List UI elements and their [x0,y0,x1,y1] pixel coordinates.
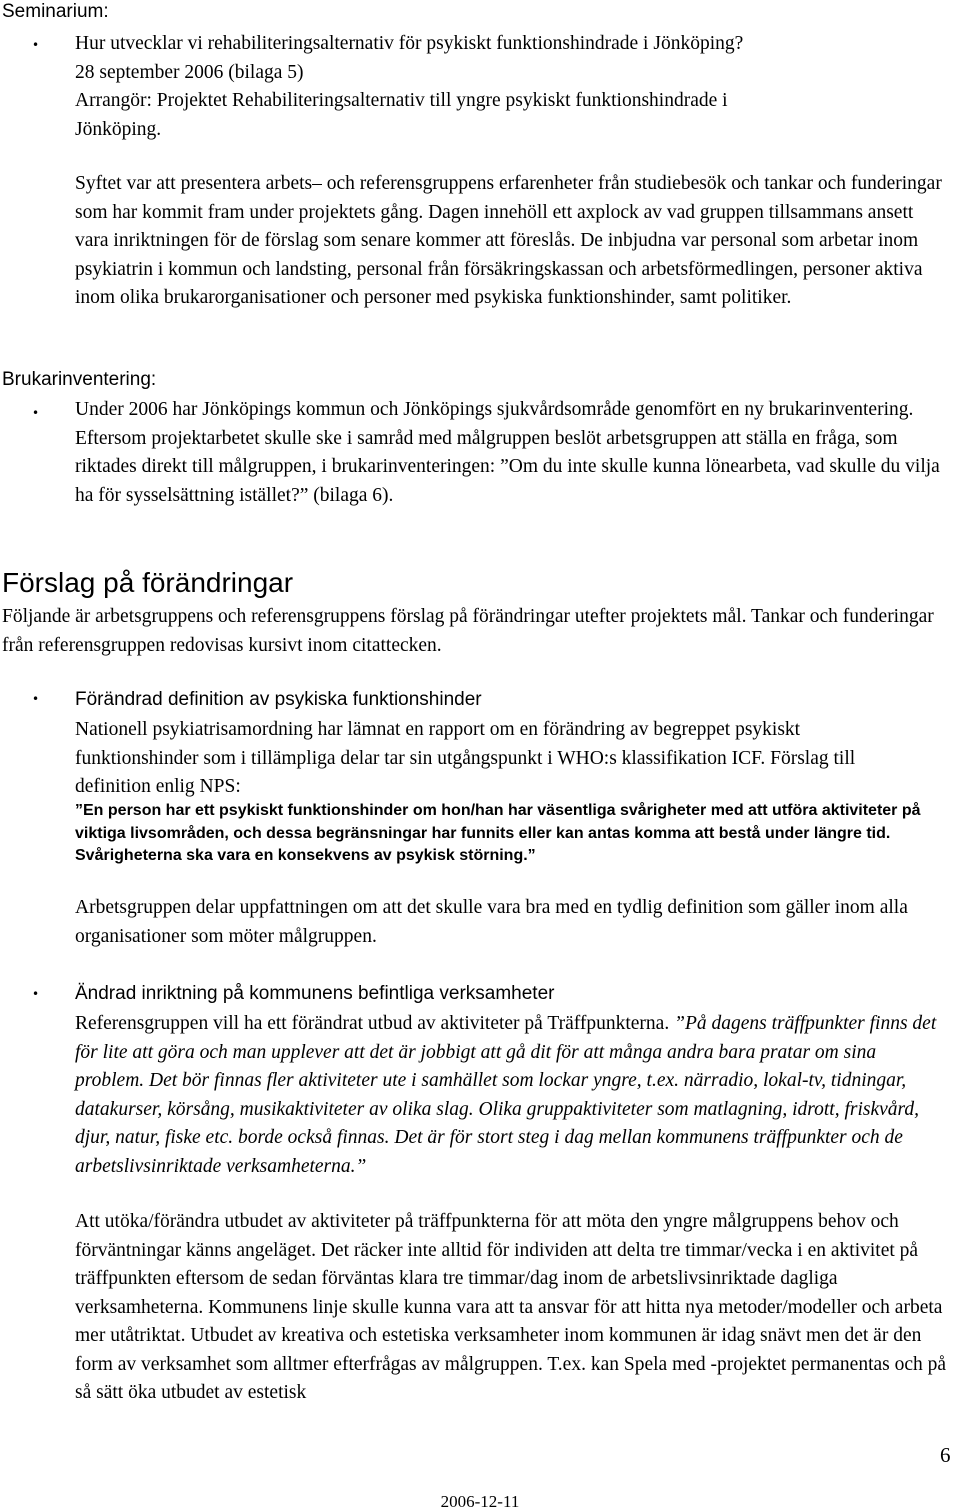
seminarium-paragraph: Syftet var att presentera arbets– och referensgruppens erfarenheter från studiebesök och tankar och funderingar som har kommit fram under projektets gång. Dagen innehöll ett axplock av vad gruppen tillsammans ansett vara inriktningen för de förslag som senare kommer att föreslås. De inbjudna var personal som arbetar inom psykiatrin i kommun och landsting, personal från försäkringskassan och arbetsförmedlingen, personer aktiva inom olika brukarorganisationer och personer med psykiska funktionshinder, samt politiker. [75,173,942,308]
item-1-heading: Förändrad definition av psykiska funktionshinder [75,689,482,710]
seminarium-line-3: Arrangör: Projektet Rehabiliteringsalternativ till yngre psykiskt funktionshindrade i [75,90,728,111]
item-2-paragraph [75,1010,950,1181]
forslag-heading: Förslag på förändringar [2,567,294,598]
item-1-after: Arbetsgruppen delar uppfattningen om att det skulle vara bra med en tydlig definition som gäller inom alla organisationer som möter målgruppen. [75,897,908,947]
page-number: 6 [940,1443,951,1467]
item-2-heading: Ändrad inriktning på kommunens befintliga verksamheter [75,983,555,1004]
item-2-rest: Att utöka/förändra utbudet av aktiviteter på träffpunkterna för att möta den yngre målgruppens behov och förväntningar känns angeläget. Det räcker inte alltid för individen att delta tre timmar/vecka i en aktivitet på träffpunkten eftersom de sedan förväntas klara tre timmar/dag inom de arbetslivsinriktade dagliga verksamheterna. Kommunens linje skulle kunna vara att ta ansvar för att hitta nya metoder/modeller och arbeta mer utåtriktat. Utbudet av kreativa och estetiska verksamheter inom kommunen är idag snävt men det är den form av verksamhet som alltmer efterfrågas av målgruppen. T.ex. kan Spela med -projektet permanentas och på så sätt öka utbudet av estetisk [75,1211,947,1403]
seminarium-line-4: Jönköping. [75,118,162,140]
bullet-seminarium: • [32,38,40,52]
seminarium-line-2: 28 september 2006 (bilaga 5) [75,61,304,83]
forslag-intro: Följande är arbetsgruppens och referensgruppens förslag på förändringar utefter projektets mål. Tankar och funderingar från referensgruppen redovisas kursivt inom citattecken. [2,606,934,656]
item-1-quote: ”En person har ett psykiskt funktionshinder om hon/han har väsentliga svårigheter med att utföra aktiviteter på viktiga livsområden, och dessa begränsningar har funnits eller kan antas komma att bestå under längre tid. Svårigheterna ska vara en konsekvens av psykisk störning.” [75,802,921,864]
bullet-item-1: • [32,692,40,706]
seminarium-block [75,30,935,144]
item-1-text: Nationell psykiatrisamordning har lämnat en rapport om en förändring av begreppet psykiskt funktionshinder som i tillämpliga delar tar sin utgångspunkt i WHO:s klassifikation ICF. Förslag till definition enlig NPS: [75,719,856,797]
item-2-italic-quote: ”På dagens träffpunkter finns det för lite att göra och man upplever att det är jobbigt att gå dit för att många andra bara pratar om sina problem. Det bör finnas fler aktiviteter ute i samhället som lockar yngre, t.ex. närradio, lokal-tv, tidningar, datakurser, körsång, musikaktiviteter av olika slag. Olika gruppaktiviteter som matlagning, idrott, friskvård, djur, natur, fiske etc. borde också finnas. Det är för stort steg i dag mellan kommunens träffpunkter och de arbetslivsinriktade verksamheterna.” [75,1013,937,1177]
seminarium-heading: Seminarium: [2,1,109,22]
brukarinventering-heading: Brukarinventering: [2,369,157,390]
footer-date: 2006-12-11 [440,1492,520,1511]
bullet-brukarinventering: • [32,406,40,420]
bullet-item-2: • [32,987,40,1001]
item-2-lead: Referensgruppen vill ha ett förändrat utbud av aktiviteter på Träffpunkterna. [75,1013,675,1034]
seminarium-line-1: Hur utvecklar vi rehabiliteringsalternativ för psykiskt funktionshindrade i Jönköping? [75,33,744,54]
brukarinventering-paragraph: Under 2006 har Jönköpings kommun och Jönköpings sjukvårdsområde genomfört en ny brukarinventering. Eftersom projektarbetet skulle ske i samråd med målgruppen beslöt arbetsgruppen att ställa en fråga, som riktades direkt till målgruppen, i brukarinventeringen: ”Om du inte skulle kunna lönearbeta, vad skulle du vilja ha för sysselsättning istället?” (bilaga 6). [75,399,940,506]
